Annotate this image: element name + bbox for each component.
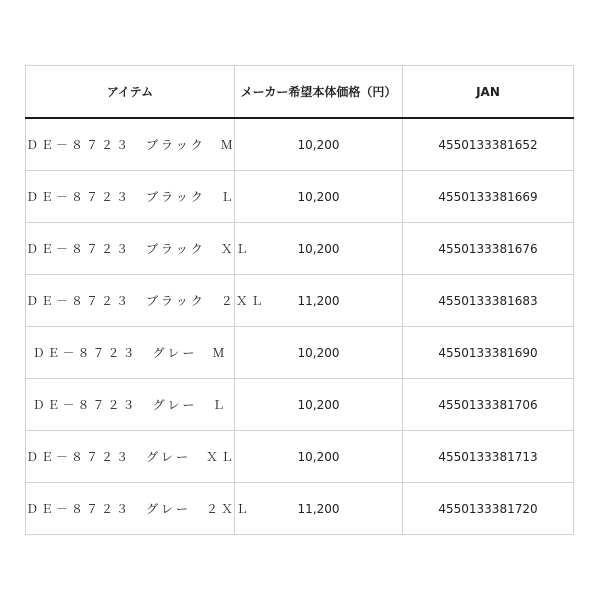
item-cell: ＤＥ－８７２３ ブラック ２ＸＬ <box>26 275 235 327</box>
price-cell: 10,200 <box>235 171 403 223</box>
jan-cell: 4550133381669 <box>403 171 574 223</box>
item-cell: ＤＥ－８７２３ ブラック Ｌ <box>26 171 235 223</box>
jan-cell: 4550133381690 <box>403 327 574 379</box>
table-row <box>26 171 574 223</box>
price-cell: 10,200 <box>235 118 403 171</box>
table-row <box>26 275 574 327</box>
table-row <box>26 223 574 275</box>
item-cell: ＤＥ－８７２３ ブラック ＸＬ <box>26 223 235 275</box>
item-cell: ＤＥ－８７２３ グレー ２ＸＬ <box>26 483 235 535</box>
table-row <box>26 431 574 483</box>
header-jan: JAN <box>403 66 574 119</box>
jan-cell: 4550133381720 <box>403 483 574 535</box>
price-cell: 10,200 <box>235 223 403 275</box>
product-table-container <box>25 65 573 533</box>
price-cell: 10,200 <box>235 431 403 483</box>
item-cell: ＤＥ－８７２３ ブラック Ｍ <box>26 118 235 171</box>
jan-cell: 4550133381706 <box>403 379 574 431</box>
price-cell: 11,200 <box>235 483 403 535</box>
item-cell: ＤＥ－８７２３ グレー Ｌ <box>26 379 235 431</box>
price-cell: 10,200 <box>235 327 403 379</box>
table-row <box>26 379 574 431</box>
jan-cell: 4550133381683 <box>403 275 574 327</box>
table-row <box>26 483 574 535</box>
price-cell: 10,200 <box>235 379 403 431</box>
product-price-table <box>25 65 574 535</box>
item-cell: ＤＥ－８７２３ グレー Ｍ <box>26 327 235 379</box>
header-price: メーカー希望本体価格（円） <box>235 66 403 119</box>
jan-cell: 4550133381676 <box>403 223 574 275</box>
jan-cell: 4550133381713 <box>403 431 574 483</box>
table-row <box>26 327 574 379</box>
price-cell: 11,200 <box>235 275 403 327</box>
table-header <box>26 66 574 119</box>
header-row <box>26 66 574 119</box>
table-row <box>26 118 574 171</box>
header-item: アイテム <box>26 66 235 119</box>
item-cell: ＤＥ－８７２３ グレー ＸＬ <box>26 431 235 483</box>
jan-cell: 4550133381652 <box>403 118 574 171</box>
table-body <box>26 118 574 535</box>
